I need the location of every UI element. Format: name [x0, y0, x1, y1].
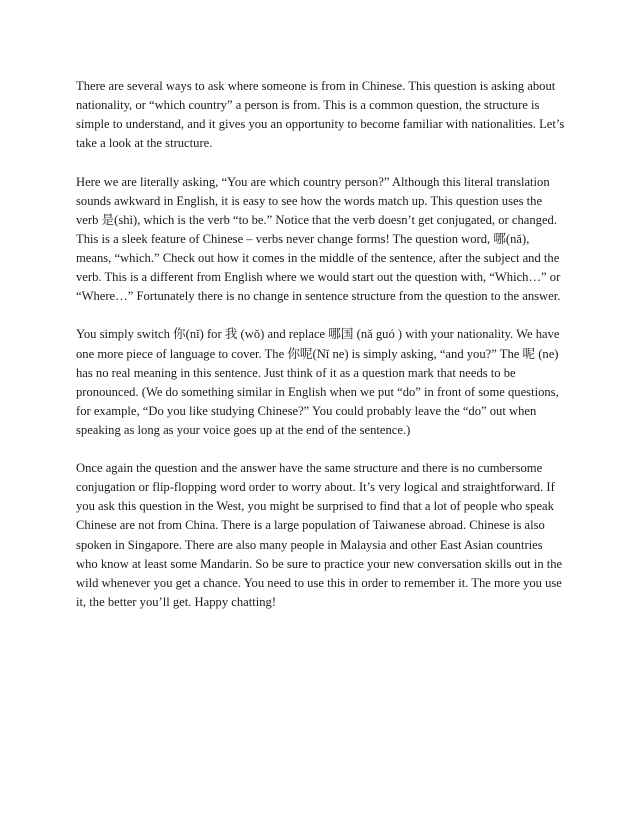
- paragraph-intro: There are several ways to ask where someone is from in Chinese. This question is asking about nationality, or “which country” a person is from. This is a common question, the structure is simple to understand, and it gives you an opportunity to become familiar with nationalities. Let’s take a look at the structure.: [76, 79, 565, 151]
- paragraph-conclusion: Once again the question and the answer have the same structure and there is no cumbersome conjugation or flip-flopping word order to worry about. It’s very logical and straightforward. If you ask this question in the West, you might be surprised to find that a lot of people who speak Chinese are not from China. There is a large population of Taiwanese abroad. Chinese is also spoken in Singapore. There are also many people in Malaysia and other East Asian countries who know at least some Mandarin. So be sure to practice your new conversation skills out in the wild whenever you get a chance. You need to use this in order to remember it. The more you use it, the better you’ll get. Happy chatting!: [76, 461, 563, 609]
- paragraph-answer-structure: You simply switch 你(nǐ) for 我 (wǒ) and replace 哪国 (nǎ guó ) with your nationality. We have one more piece of language to cover. The 你呢(Nǐ ne) is simply asking, “and you?” The 呢 (ne) has no real meaning in this sentence. Just think of it as a question mark that needs to be pronounced. (We do something similar in English when we put “do” in front of some questions, for example, “Do you like studying Chinese?” You could probably leave the “do” out when speaking as long as your voice goes up at the end of the sentence.): [76, 327, 560, 437]
- document-body: [76, 77, 566, 631]
- paragraph-literal-translation: Here we are literally asking, “You are which country person?” Although this literal translation sounds awkward in English, it is easy to see how the words match up. This question uses the verb 是(shì), which is the verb “to be.” Notice that the verb doesn’t get conjugated, or changed. This is a sleek feature of Chinese – verbs never change forms! The question word, 哪(nǎ), means, “which.” Check out how it comes in the middle of the sentence, after the subject and the verb. This is a different from English where we would start out the question with, “Which…” or “Where…” Fortunately there is no change in sentence structure from the question to the answer.: [76, 174, 561, 304]
